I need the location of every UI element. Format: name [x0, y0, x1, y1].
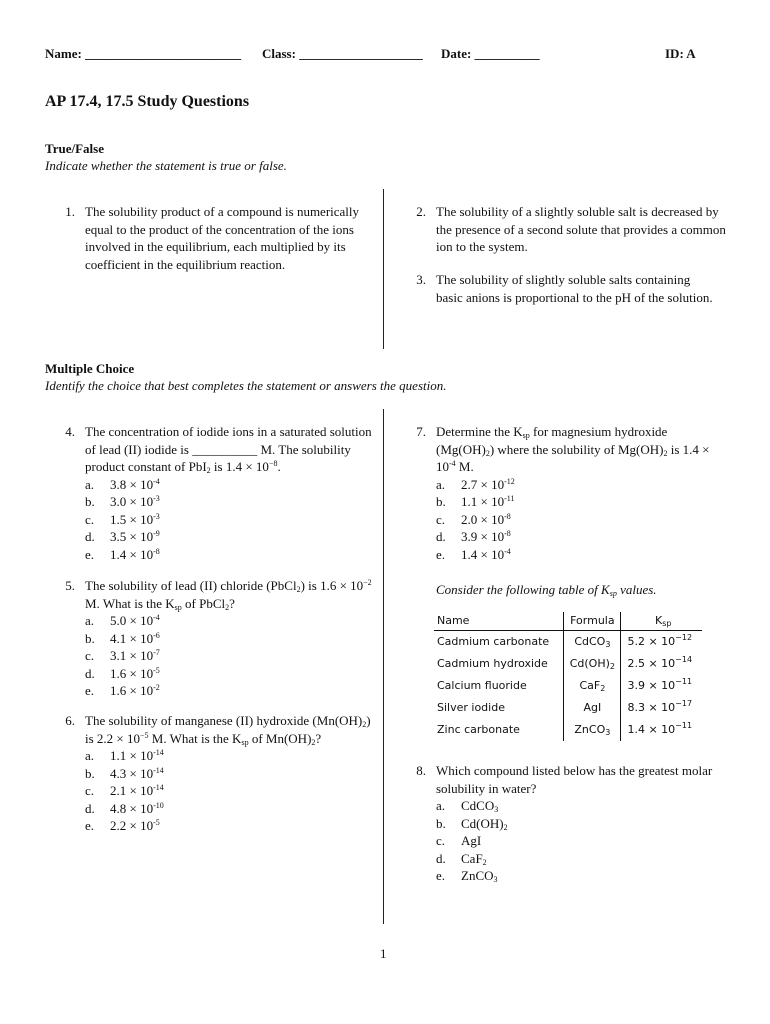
choice-a: a. $5.0 \times 10^{-4}$ — [85, 613, 160, 628]
cell-name: Calcium fluoride — [437, 679, 527, 692]
choice-e: e. ZnCO$_3$ — [436, 868, 498, 884]
id-label: ID: A — [665, 46, 696, 61]
table-row — [434, 631, 702, 654]
question-2 — [396, 203, 726, 256]
cell-formula: CaF$_2$ — [564, 675, 621, 697]
cell-ksp: $3.9 \times 10^{-11}$ — [627, 677, 693, 692]
table-row — [434, 653, 702, 675]
page-number: 1 — [380, 946, 387, 961]
question-number: 2. — [416, 204, 426, 219]
cell-ksp: $5.2 \times 10^{-12}$ — [627, 633, 693, 648]
col-header-name: Name — [434, 612, 564, 631]
choice-a: a. $1.1 \times 10^{-14}$ — [85, 748, 164, 763]
cell-name: Cadmium carbonate — [437, 635, 550, 648]
question-text: The solubility of a slightly soluble salt is decreased by the presence of a second solute that provides a common ion to the system. — [436, 204, 726, 254]
cell-formula: CdCO$_3$ — [564, 631, 621, 654]
question-text: The solubility of slightly soluble salts containing basic anions is proportional to the pH of the solution. — [436, 272, 713, 305]
class-field-label: Class: ___________________ — [262, 46, 423, 61]
table-row — [434, 697, 702, 719]
column-divider — [383, 409, 384, 924]
answer-choices — [436, 797, 726, 885]
question-number: 8. — [416, 763, 426, 778]
question-number: 7. — [416, 424, 426, 439]
choice-d: d. $3.9 \times 10^{-8}$ — [436, 529, 511, 544]
table-intro: Consider the following table of $K_{sp}$ values. — [436, 582, 657, 598]
question-4 — [45, 423, 375, 563]
question-7 — [396, 423, 726, 563]
mc-section-instruction: Identify the choice that best completes the statement or answers the question. — [45, 378, 447, 393]
question-number: 4. — [65, 424, 75, 439]
choice-a: a. CdCO$_3$ — [436, 798, 499, 814]
tf-section-title: True/False — [45, 141, 104, 156]
choice-e: e. $1.4 \times 10^{-8}$ — [85, 546, 160, 562]
col-header-ksp: $K_{sp}$ — [621, 612, 702, 631]
cell-formula: $Cd(OH)_2$ — [564, 653, 621, 675]
choice-b: b. $1.1 \times 10^{-11}$ — [436, 494, 515, 509]
cell-name: Zinc carbonate — [437, 723, 520, 736]
cell-formula: ZnCO$_3$ — [564, 719, 621, 741]
cell-name: Cadmium hydroxide — [437, 657, 548, 670]
cell-ksp: $2.5 \times 10^{-14}$ — [627, 655, 693, 670]
tf-section-instruction: Indicate whether the statement is true or false. — [45, 158, 287, 173]
choice-c: c. $3.1 \times 10^{-7}$ — [85, 648, 160, 663]
name-field-label: Name: ________________________ — [45, 46, 242, 61]
date-field-label: Date: __________ — [441, 46, 540, 61]
cell-ksp: $1.4 \times 10^{-11}$ — [627, 721, 693, 736]
question-6 — [45, 712, 375, 835]
choice-a: a. $3.8 \times 10^{-4}$ — [85, 476, 160, 492]
question-text: The concentration of iodide ions in a saturated solution of lead (II) iodide is __________ M. The solubility product constant of PbI$_2$ is $1.4 \times 10^{-8}$. — [85, 424, 372, 475]
page-title: AP 17.4, 17.5 Study Questions — [45, 93, 250, 110]
question-text: Which compound listed below has the greatest molar solubility in water? — [436, 763, 713, 796]
answer-choices — [85, 612, 375, 700]
choice-d: d. $3.5 \times 10^{-9}$ — [85, 529, 160, 544]
choice-b: b. $Cd(OH)_2$ — [436, 815, 508, 832]
question-number: 1. — [65, 204, 75, 219]
question-text: Determine the $K_{sp}$ for magnesium hydroxide $(Mg(OH)_2)$ where the solubility of $Mg(OH)_2$ is $1.4 \times 10^{-4}$ M. — [436, 424, 710, 474]
choice-d: d. $4.8 \times 10^{-10}$ — [85, 800, 164, 816]
choice-e: e. $2.2 \times 10^{-5}$ — [85, 818, 160, 833]
question-5 — [45, 577, 375, 700]
cell-name: Silver iodide — [437, 701, 505, 714]
choice-b: b. $3.0 \times 10^{-3}$ — [85, 494, 160, 509]
question-text: The solubility product of a compound is numerically equal to the product of the concentration of the ions involved in the equilibrium, each multiplied by its coefficient in the equilibrium reaction. — [85, 204, 360, 272]
choice-c: c. $2.0 \times 10^{-8}$ — [436, 511, 511, 527]
table-header-row — [434, 612, 702, 631]
answer-choices — [436, 476, 726, 564]
column-divider — [383, 189, 384, 349]
question-text: The solubility of lead (II) chloride (PbCl$_2$) is $1.6 \times 10^{-2}$ M. What is the $K_{sp}$ of PbCl$_2$? — [85, 578, 372, 612]
choice-e: e. $1.6 \times 10^{-2}$ — [85, 683, 160, 698]
ksp-table — [434, 612, 702, 741]
choice-c: c. $1.5 \times 10^{-3}$ — [85, 511, 160, 527]
question-text: The solubility of manganese (II) hydroxide $(Mn(OH)_2)$ is $2.2 \times 10^{-5}$ M. What is the $K_{sp}$ of $Mn(OH)_2$? — [85, 713, 371, 747]
choice-b: b. $4.1 \times 10^{-6}$ — [85, 630, 160, 646]
mc-section-title: Multiple Choice — [45, 361, 135, 376]
col-header-formula: Formula — [564, 612, 621, 631]
question-8 — [396, 762, 726, 885]
answer-choices — [85, 476, 375, 564]
choice-b: b. $4.3 \times 10^{-14}$ — [85, 765, 164, 781]
choice-d: d. $1.6 \times 10^{-5}$ — [85, 665, 160, 681]
question-3 — [396, 271, 716, 306]
choice-a: a. $2.7 \times 10^{-12}$ — [436, 476, 515, 492]
table-row — [434, 719, 702, 741]
table-row — [434, 675, 702, 697]
question-number: 5. — [65, 578, 75, 593]
choice-c: c. $2.1 \times 10^{-14}$ — [85, 783, 164, 798]
choice-c: c. AgI — [436, 833, 482, 848]
choice-d: d. CaF$_2$ — [436, 850, 487, 867]
question-number: 3. — [416, 272, 426, 287]
answer-choices — [85, 747, 375, 835]
choice-e: e. $1.4 \times 10^{-4}$ — [436, 546, 511, 562]
question-1 — [45, 203, 365, 273]
cell-ksp: $8.3 \times 10^{-17}$ — [627, 699, 693, 714]
cell-formula: AgI — [564, 697, 621, 719]
question-number: 6. — [65, 713, 75, 728]
